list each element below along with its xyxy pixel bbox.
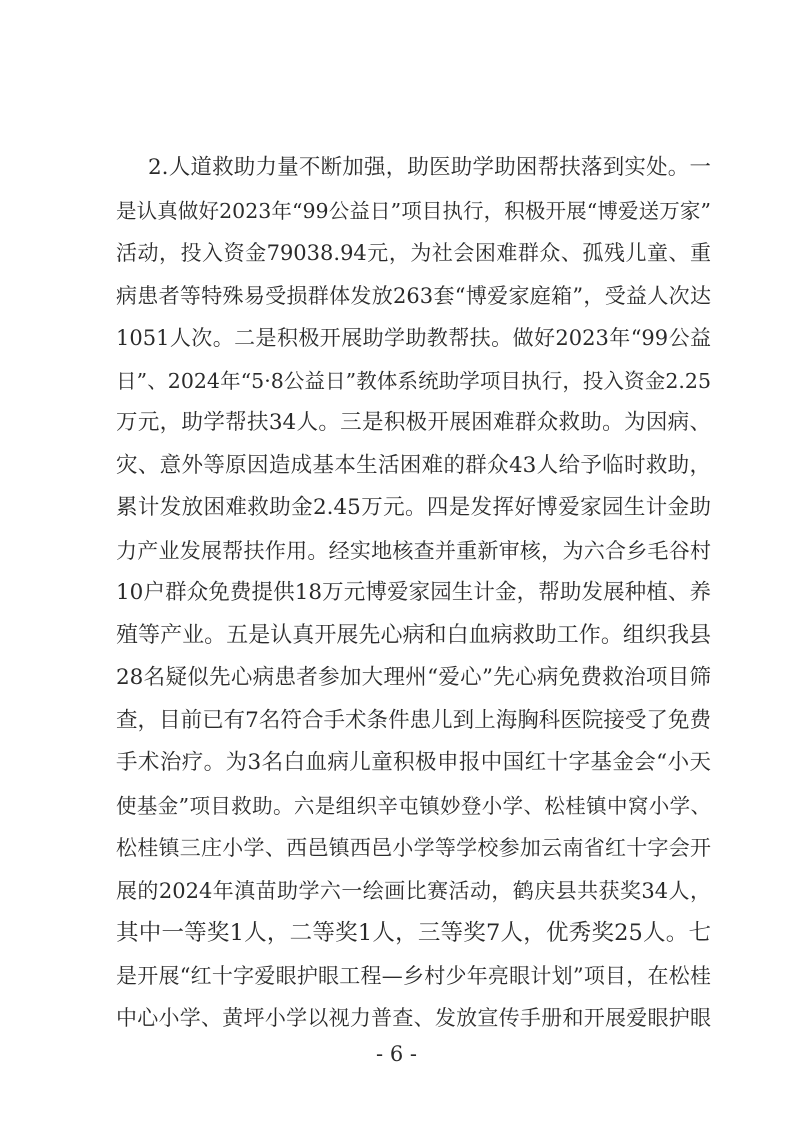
- paragraph-line: 其中一等奖1人，二等奖1人，三等奖7人，优秀奖25人。七: [116, 920, 711, 946]
- paragraph-line: 中心小学、黄坪小学以视力普查、发放宣传手册和开展爱眼护眼: [116, 1006, 711, 1030]
- paragraph-line: 手术治疗。为3名白血病儿童积极申报中国红十字基金会“小天: [116, 750, 711, 775]
- paragraph-line: 是开展“红十字爱眼护眼工程—乡村少年亮眼计划”项目，在松桂: [116, 964, 711, 988]
- paragraph-line: 1051人次。二是积极开展助学助教帮扶。做好2023年“99公益: [116, 326, 711, 350]
- paragraph-line: 日”、2024年“5·8公益日”教体系统助学项目执行，投入资金2.25: [116, 369, 711, 393]
- paragraph-line: 殖等产业。五是认真开展先心病和白血病救助工作。组织我县: [116, 623, 711, 648]
- paragraph-line: 力产业发展帮扶作用。经实地核查并重新审核，为六合乡毛谷村: [116, 539, 711, 563]
- paragraph-line: 灾、意外等原因造成基本生活困难的群众43人给予临时救助，: [116, 453, 711, 478]
- paragraph-line: 活动，投入资金79038.94元，为社会困难群众、孤残儿童、重: [116, 241, 711, 265]
- page-number: - 6 -: [376, 1042, 417, 1066]
- paragraph-line: 28名疑似先心病患者参加大理州“爱心”先心病免费救治项目筛: [116, 665, 711, 690]
- paragraph-line: 使基金”项目救助。六是组织辛屯镇妙登小学、松桂镇中窝小学、: [116, 794, 711, 818]
- paragraph-line: 10户群众免费提供18万元博爱家园生计金，帮助发展种植、养: [116, 580, 711, 605]
- paragraph-line: 展的2024年滇苗助学六一绘画比赛活动，鹤庆县共获奖34人，: [116, 879, 711, 903]
- paragraph-line: 病患者等特殊易受损群体发放263套“博爱家庭箱”，受益人次达: [116, 284, 711, 308]
- paragraph-line: 累计发放困难救助金2.45万元。四是发挥好博爱家园生计金助: [116, 495, 711, 520]
- paragraph-line: 是认真做好2023年“99公益日”项目执行，积极开展“博爱送万家”: [116, 199, 711, 223]
- paragraph-line: 松桂镇三庄小学、西邑镇西邑小学等学校参加云南省红十字会开: [116, 836, 711, 860]
- paragraph-line: 查，目前已有7名符合手术条件患儿到上海胸科医院接受了免费: [116, 708, 711, 733]
- paragraph-line: 2.人道救助力量不断加强，助医助学助困帮扶落到实处。一: [148, 155, 711, 180]
- paragraph-line: 万元，助学帮扶34人。三是积极开展困难群众救助。为因病、: [116, 410, 711, 435]
